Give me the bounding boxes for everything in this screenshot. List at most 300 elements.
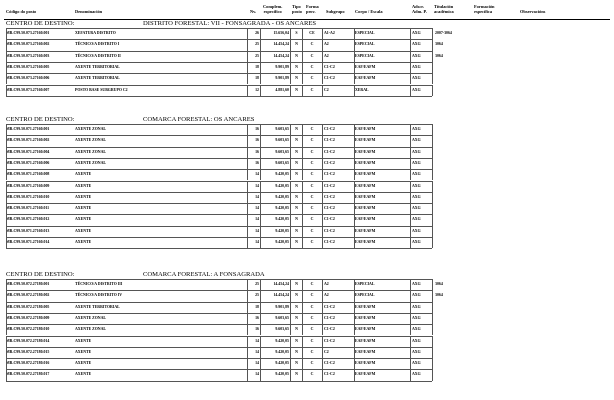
cell-titulacion [435,147,473,158]
column-rule [247,369,248,380]
cell-complemento: 9.420,05 [275,172,289,177]
column-rule [432,85,433,96]
cell-corpo: ESPECIAL [355,293,375,298]
cell-forma: C [310,194,314,199]
column-rule [432,290,433,301]
column-rule [260,51,261,62]
cell-forma: C [310,76,314,81]
cell-forma: C [310,228,314,233]
section-name: COMARCA FORESTAL: OS ANCARES [143,116,255,123]
column-rule [290,313,291,324]
cell-codigo: MR.C99.50.071.27160.001 [6,127,50,131]
cell-titulacion [435,237,473,248]
cell-complemento: 9.603,65 [275,160,289,165]
column-rule [302,336,303,347]
column-rule [432,369,433,380]
cell-nivel: 18 [255,76,259,81]
column-rule [6,336,7,347]
cell-codigo: MR.C99.50.072.27180.002 [6,293,50,298]
column-rule [432,73,433,84]
cell-tipo: N [295,304,298,309]
column-rule [290,181,291,192]
cell-adscr: AXG [412,31,421,35]
column-rule [322,28,323,39]
cell-codigo: MR.C99.50.071.27160.013 [6,228,50,233]
column-rule [432,181,433,192]
column-rule [260,336,261,347]
cell-corpo: EAF/EAFM [355,338,376,343]
cell-complemento: 9.420,05 [275,338,289,343]
cell-complemento: 9.901,89 [275,304,289,309]
column-rule [410,302,411,313]
column-rule [290,369,291,380]
cell-denominacion: POSTO BASE SUBGRUPO C2 [75,87,128,92]
column-rule [322,85,323,96]
column-rule [432,147,433,158]
column-rule [302,28,303,39]
cell-tipo: N [295,372,298,377]
column-rule [354,28,355,39]
cell-tipo: N [295,194,298,199]
cell-codigo: MR.C99.50.071.27160.008 [6,172,50,177]
row-rule [6,192,432,193]
cell-corpo: EAF/EAFM [355,327,376,332]
column-rule [6,135,7,146]
column-rule [322,279,323,290]
column-rule [290,51,291,62]
cell-titulacion [435,214,473,225]
column-rule [410,347,411,358]
cell-titulacion [435,124,473,135]
cell-forma: C [310,183,314,188]
column-rule [322,313,323,324]
cell-titulacion [435,302,473,313]
column-rule [354,51,355,62]
cell-complemento: 9.603,65 [275,127,289,131]
header-forma: Forma prov. [306,4,319,14]
cell-tipo: N [295,228,298,233]
column-rule [290,203,291,214]
column-rule [247,214,248,225]
column-rule [410,147,411,158]
cell-corpo: EAF/EAFM [355,206,376,211]
column-rule [322,181,323,192]
column-rule [6,214,7,225]
column-rule [247,181,248,192]
cell-complemento: 9.420,05 [275,194,289,199]
cell-codigo: MR.C99.50.072.27180.014 [6,338,50,343]
cell-complemento: 15.656,04 [273,31,289,35]
column-rule [6,51,7,62]
cell-subgrupo: C2 [324,87,329,92]
cell-denominacion: AXENTE [75,194,92,199]
cell-corpo: EAF/EAFM [355,372,376,377]
cell-denominacion: AXENTE ZONAL [75,160,107,165]
column-rule [302,73,303,84]
column-rule [290,237,291,248]
cell-codigo: MR.C99.50.072.27180.016 [6,361,50,366]
column-rule [6,147,7,158]
cell-denominacion: AXENTE [75,206,92,211]
column-rule [302,369,303,380]
cell-titulacion [435,169,473,180]
column-rule [260,369,261,380]
column-rule [354,290,355,301]
row-rule [6,124,432,125]
row-rule [6,336,432,337]
cell-adscr: AXG [412,53,421,58]
column-rule [354,226,355,237]
column-rule [6,369,7,380]
cell-adscr: AXG [412,127,421,131]
cell-nivel: 16 [255,138,259,143]
column-rule [290,85,291,96]
section-name: COMARCA FORESTAL: A FONSAGRADA [143,271,265,278]
cell-tipo: N [295,349,298,354]
column-rule [432,39,433,50]
section-name: DISTRITO FORESTAL: VII - FONSAGRADA - OS ANCARES [143,20,317,27]
cell-corpo: EAF/EAFM [355,361,376,366]
cell-denominacion: AXENTE [75,338,92,343]
column-rule [322,302,323,313]
cell-nivel: 14 [255,228,259,233]
column-rule [247,85,248,96]
cell-adscr: AXG [412,293,421,298]
section-title [6,19,606,28]
cell-complemento: 4.881,60 [275,87,289,92]
cell-denominacion: AXENTE [75,361,92,366]
column-rule [302,62,303,73]
row-rule [6,62,432,63]
cell-titulacion [435,181,473,192]
cell-forma: C [310,304,314,309]
cell-forma: C [310,42,314,47]
cell-adscr: AXG [412,349,421,354]
column-rule [410,181,411,192]
cell-nivel: 25 [255,53,259,58]
column-rule [410,336,411,347]
cell-titulacion [435,369,473,380]
column-rule [6,237,7,248]
cell-denominacion: AXENTE [75,172,92,177]
column-rule [260,62,261,73]
column-rule [410,358,411,369]
cell-tipo: N [295,338,298,343]
cell-nivel: 18 [255,64,259,69]
column-rule [290,324,291,335]
column-rule [290,147,291,158]
cell-denominacion: AXENTE [75,349,92,354]
cell-denominacion: AXENTE TERRITORIAL [75,64,120,69]
table-row [0,169,614,180]
cell-tipo: N [295,206,298,211]
cell-titulacion [435,62,473,73]
table-row [0,369,614,380]
cell-forma: C [310,315,314,320]
cell-subgrupo: C1-C2 [324,372,335,377]
column-rule [247,203,248,214]
cell-codigo: MR.C99.50.073.27160.006 [6,76,50,81]
table-row [0,158,614,169]
column-rule [247,192,248,203]
cell-corpo: ESPECIAL [355,31,375,35]
column-rule [260,203,261,214]
row-rule [6,85,432,86]
cell-nivel: 14 [255,361,259,366]
cell-denominacion: AXENTE [75,372,92,377]
cell-denominacion: AXENTE TERRITORIAL [75,76,120,81]
table-row [0,237,614,248]
cell-forma: C [310,53,314,58]
cell-tipo: N [295,217,298,222]
cell-tipo: N [295,172,298,177]
column-rule [6,324,7,335]
column-rule [354,279,355,290]
table-row [0,181,614,192]
column-rule [432,324,433,335]
column-rule [432,226,433,237]
cell-complemento: 9.420,05 [275,372,289,377]
cell-complemento: 9.603,65 [275,315,289,320]
column-rule [290,124,291,135]
column-rule [354,324,355,335]
column-rule [302,39,303,50]
cell-denominacion: TÉCNICO/A DISTRITO III [75,282,123,286]
column-rule [322,147,323,158]
column-rule [6,28,7,39]
cell-denominacion: AXENTE ZONAL [75,138,107,143]
column-rule [6,279,7,290]
table-row [0,313,614,324]
cell-subgrupo: A2 [324,293,329,298]
cell-nivel: 14 [255,349,259,354]
table-row [0,192,614,203]
column-rule [432,62,433,73]
column-rule [410,169,411,180]
column-rule [410,324,411,335]
column-rule [247,62,248,73]
column-rule [6,158,7,169]
column-rule [290,226,291,237]
row-rule [6,181,432,182]
column-rule [302,85,303,96]
cell-codigo: MR.C99.50.071.27160.009 [6,183,50,188]
cell-forma: C [310,206,314,211]
column-rule [260,290,261,301]
cell-nivel: 14 [255,372,259,377]
cell-subgrupo: C1-C2 [324,361,335,366]
table-row [0,302,614,313]
column-rule [6,347,7,358]
row-rule [6,214,432,215]
column-rule [6,192,7,203]
cell-complemento: 9.420,05 [275,183,289,188]
cell-corpo: XERAL [355,87,369,92]
cell-corpo: EAF/EAFM [355,172,376,177]
cell-adscr: AXG [412,87,421,92]
cell-denominacion: AXENTE TERRITORIAL [75,304,120,309]
cell-titulacion [435,135,473,146]
column-rule [322,214,323,225]
cell-forma: C [310,217,314,222]
column-rule [260,73,261,84]
cell-adscr: AXG [412,361,421,366]
row-rule [6,369,432,370]
column-rule [247,73,248,84]
cell-codigo: MR.C99.50.072.27180.009 [6,315,50,320]
column-rule [6,124,7,135]
cell-subgrupo: C1-C2 [324,315,335,320]
column-rule [322,158,323,169]
cell-subgrupo: A2 [324,42,329,47]
cell-titulacion [435,336,473,347]
column-rule [6,181,7,192]
row-rule [6,358,432,359]
cell-corpo: EAF/EAFM [355,138,376,143]
table-header [0,1,614,18]
column-rule [247,158,248,169]
column-rule [302,313,303,324]
cell-forma: C [310,160,314,165]
cell-titulacion [435,85,473,96]
column-rule [247,290,248,301]
column-rule [322,226,323,237]
column-rule [302,290,303,301]
row-rule [6,169,432,170]
row-rule [6,28,432,29]
column-rule [290,39,291,50]
cell-complemento: 9.420,05 [275,361,289,366]
header-nivel: Nv. [250,9,257,14]
cell-codigo: MR.C99.50.073.27160.003 [6,53,50,58]
column-rule [410,369,411,380]
column-rule [432,124,433,135]
column-rule [290,279,291,290]
cell-nivel: 12 [255,87,259,92]
column-rule [432,336,433,347]
column-rule [354,214,355,225]
column-rule [290,73,291,84]
cell-nivel: 16 [255,315,259,320]
column-rule [322,39,323,50]
cell-corpo: EAF/EAFM [355,76,376,81]
cell-forma: CE [309,31,315,35]
column-rule [354,369,355,380]
cell-corpo: EAF/EAFM [355,240,376,244]
section-title [6,270,606,279]
column-rule [302,237,303,248]
column-rule [432,203,433,214]
row-rule [6,39,432,40]
row-rule [6,324,432,325]
cell-corpo: EAF/EAFM [355,160,376,165]
cell-denominacion: AXENTE ZONAL [75,327,107,332]
cell-complemento: 9.420,05 [275,349,289,354]
cell-codigo: MR.C99.50.071.27160.006 [6,160,50,165]
cell-adscr: AXG [412,64,421,69]
cell-nivel: 16 [255,160,259,165]
cell-forma: C [310,64,314,69]
column-rule [6,62,7,73]
section-title [6,115,606,124]
cell-complemento: 9.420,05 [275,240,289,244]
cell-denominacion: TÉCNICO/A DISTRITO II [75,53,121,58]
column-rule [302,279,303,290]
column-rule [432,279,433,290]
cell-corpo: EAF/EAFM [355,64,376,69]
cell-adscr: AXG [412,240,421,244]
section-label: CENTRO DE DESTINO: [6,20,75,27]
table-row [0,324,614,335]
cell-adscr: AXG [412,149,421,154]
column-rule [260,147,261,158]
cell-titulacion: 2007-3064 [435,31,452,35]
cell-subgrupo: A2 [324,282,329,286]
column-rule [354,39,355,50]
cell-complemento: 14.454,24 [273,282,289,286]
table-row [0,51,614,62]
cell-nivel: 14 [255,206,259,211]
header-tipo: Tipo posto [292,4,303,14]
column-rule [354,302,355,313]
cell-subgrupo: A1-A2 [324,31,335,35]
column-rule [354,336,355,347]
column-rule [410,279,411,290]
column-rule [6,302,7,313]
column-rule [290,135,291,146]
cell-codigo: MR.C99.50.071.27160.010 [6,194,50,199]
cell-subgrupo: C1-C2 [324,172,335,177]
cell-nivel: 16 [255,327,259,332]
cell-denominacion: AXENTE ZONAL [75,315,107,320]
column-rule [290,192,291,203]
row-rule [6,73,432,74]
cell-corpo: EAF/EAFM [355,304,376,309]
column-rule [290,336,291,347]
cell-subgrupo: C1-C2 [324,127,335,131]
column-rule [302,51,303,62]
column-rule [410,51,411,62]
cell-nivel: 26 [255,31,259,35]
column-rule [290,302,291,313]
column-rule [354,124,355,135]
column-rule [354,192,355,203]
cell-denominacion: AXENTE [75,183,92,188]
column-rule [302,324,303,335]
column-rule [247,313,248,324]
column-rule [354,313,355,324]
cell-adscr: AXG [412,315,421,320]
column-rule [322,369,323,380]
row-rule [6,203,432,204]
cell-tipo: N [295,293,298,298]
cell-adscr: AXG [412,327,421,332]
cell-adscr: AXG [412,194,421,199]
cell-titulacion: 3064 [435,293,443,298]
column-rule [290,158,291,169]
cell-codigo: MR.C99.50.073.27160.005 [6,64,50,69]
column-rule [290,347,291,358]
row-rule [6,96,432,97]
cell-complemento: 9.420,05 [275,217,289,222]
column-rule [260,237,261,248]
cell-denominacion: AXENTE [75,217,92,222]
column-rule [6,73,7,84]
cell-forma: C [310,338,314,343]
cell-denominacion: TÉCNICO/A DISTRITO I [75,42,120,47]
column-rule [410,135,411,146]
column-rule [260,358,261,369]
